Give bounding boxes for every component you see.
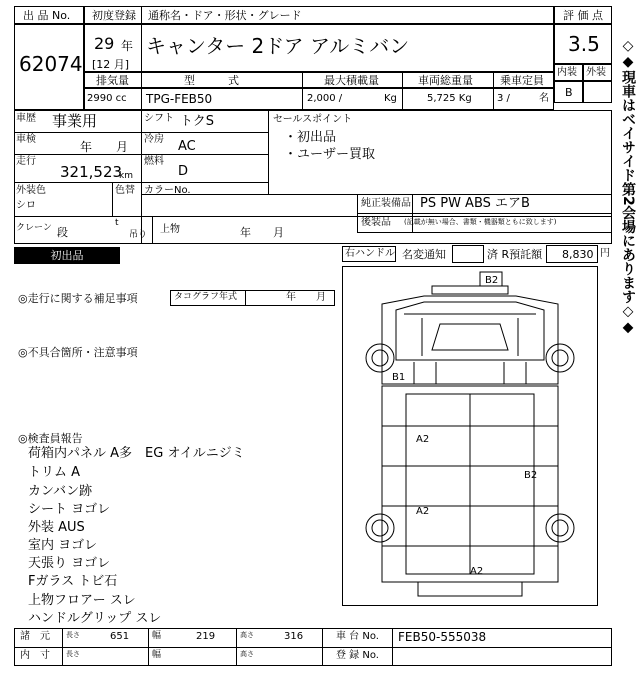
- fuel-label: 燃料: [144, 156, 164, 167]
- inspector-heading: ◎検査員報告: [18, 432, 83, 445]
- body-label: 上物: [160, 224, 180, 235]
- model-code: TPG-FEB50: [146, 92, 213, 106]
- sales-point-label: セールスポイント: [273, 114, 353, 125]
- crane-stage: 段: [57, 226, 68, 239]
- rating-value: 3.5: [568, 32, 600, 56]
- recycle-unit: 円: [600, 248, 610, 259]
- report-line: 室内 ヨゴレ: [28, 538, 98, 553]
- mileage-label: 走行: [16, 156, 36, 167]
- capacity: 3 /: [497, 93, 510, 104]
- damage-mark: B2: [485, 275, 499, 286]
- history: 事業用: [52, 112, 98, 130]
- chassis-number: FEB50-555038: [398, 630, 487, 644]
- exterior-label: 外装: [586, 67, 606, 78]
- chassis-label: 車 台 No.: [336, 631, 379, 642]
- internal-height-label: 高さ: [240, 650, 254, 658]
- equipment: PS PW ABS エアB: [420, 196, 530, 211]
- interior-label: 内装: [557, 67, 577, 78]
- lot-number: 62074: [19, 52, 83, 76]
- sales-point-1: ・初出品: [284, 130, 337, 145]
- shift-label: シフト: [144, 113, 174, 124]
- report-line: 外装 AUS: [28, 520, 85, 535]
- mileage-unit: km: [119, 171, 133, 181]
- inspection-label: 車検: [16, 134, 36, 145]
- driving-notes-heading: ◎走行に関する補足事項: [18, 292, 138, 305]
- capacity-unit: 名: [539, 93, 549, 104]
- registration-label: 登 録 No.: [336, 650, 379, 661]
- report-line: カンバン跡: [28, 484, 93, 499]
- displacement-label: 排気量: [96, 74, 129, 87]
- defects-heading: ◎不具合箇所・注意事項: [18, 346, 138, 359]
- ext-color-label: 外装色: [16, 185, 46, 196]
- report-line: Fガラス トビ石: [28, 574, 118, 589]
- height-label: 高さ: [240, 631, 254, 639]
- damage-mark: B2: [524, 470, 538, 481]
- lot-label: 出 品 No.: [23, 9, 71, 22]
- shift: トクS: [180, 114, 214, 129]
- damage-mark: B1: [392, 372, 406, 383]
- body-date: 年 月: [240, 226, 284, 239]
- rating-label: 評 価 点: [563, 9, 603, 22]
- height-value: 316: [284, 631, 304, 642]
- first-reg-month: [12 月]: [92, 58, 130, 71]
- gross-weight: 5,725 Kg: [427, 93, 472, 104]
- crane-hang: 吊り: [129, 230, 148, 240]
- recycle-amount: 8,830: [562, 248, 594, 261]
- first-reg-year: 29: [94, 34, 115, 53]
- history-label: 車歴: [16, 113, 36, 124]
- capacity-label: 乗車定員: [500, 74, 544, 87]
- crane-label: クレーン: [16, 223, 52, 233]
- crane-ton: t: [115, 218, 119, 228]
- report-line: 上物フロアー スレ: [28, 593, 136, 608]
- report-line: シート ヨゴレ: [28, 502, 111, 517]
- length-value: 651: [110, 631, 130, 642]
- model-code-label: 型 式: [184, 74, 239, 87]
- max-load-unit: Kg: [384, 93, 397, 104]
- recycle-label: 済 R預託額: [487, 248, 543, 261]
- year-unit: 年: [121, 39, 134, 53]
- tacho-label: タコグラフ年式: [174, 292, 238, 302]
- report-line: 天張り ヨゴレ: [28, 556, 111, 571]
- internal-width-label: 幅: [152, 650, 162, 660]
- gross-weight-label: 車両総重量: [418, 74, 473, 87]
- aftermarket-label: 後装品: [361, 217, 391, 228]
- interior-grade: B: [565, 86, 573, 99]
- internal-dim-label: 内 寸: [20, 650, 50, 661]
- ext-color: シロ: [16, 200, 36, 211]
- steering-side: 右ハンドル: [345, 248, 395, 259]
- report-line: トリム A: [28, 465, 81, 480]
- color-code-label: カラーNo.: [144, 185, 191, 196]
- aftermarket-note: (記載が無い場合、書類・機器類ともに致します): [404, 218, 557, 226]
- damage-mark: A2: [470, 566, 484, 577]
- report-line: ハンドルグリップ スレ: [28, 611, 162, 626]
- color-change-label: 色替: [115, 185, 135, 196]
- max-load-label: 最大積載量: [324, 74, 379, 87]
- spec-label: 諸 元: [20, 631, 50, 642]
- model-name-label: 通称名・ドア・形状・グレード: [148, 9, 302, 22]
- report-line: 荷箱内パネル A多 EG オイルニジミ: [28, 446, 245, 461]
- sales-point-2: ・ユーザー買取: [284, 147, 376, 162]
- width-label: 幅: [152, 631, 162, 641]
- tacho-date: 年 月: [286, 292, 326, 303]
- inspection: 年 月: [80, 140, 129, 154]
- displacement: 2990 cc: [87, 93, 127, 104]
- model-name: キャンター 2ドア アルミバン: [146, 34, 410, 58]
- width-value: 219: [196, 631, 216, 642]
- first-reg-label: 初度登録: [92, 9, 136, 22]
- max-load: 2,000 /: [307, 93, 343, 104]
- venue-notice: ◇◆現車はベイサイド第2会場にあります◇◆: [620, 38, 636, 336]
- aircon-label: 冷房: [144, 134, 164, 145]
- equipment-label: 純正装備品: [361, 198, 411, 209]
- damage-mark: A2: [416, 506, 430, 517]
- fuel: D: [178, 164, 189, 179]
- first-listing-badge: 初出品: [14, 247, 120, 264]
- length-label: 長さ: [66, 631, 80, 639]
- internal-length-label: 長さ: [66, 650, 80, 658]
- mileage: 321,523: [60, 163, 123, 181]
- aircon: AC: [178, 139, 196, 154]
- damage-mark: A2: [416, 434, 430, 445]
- truck-top-view-diagram: [342, 266, 598, 606]
- name-change-label: 名変通知: [402, 248, 446, 261]
